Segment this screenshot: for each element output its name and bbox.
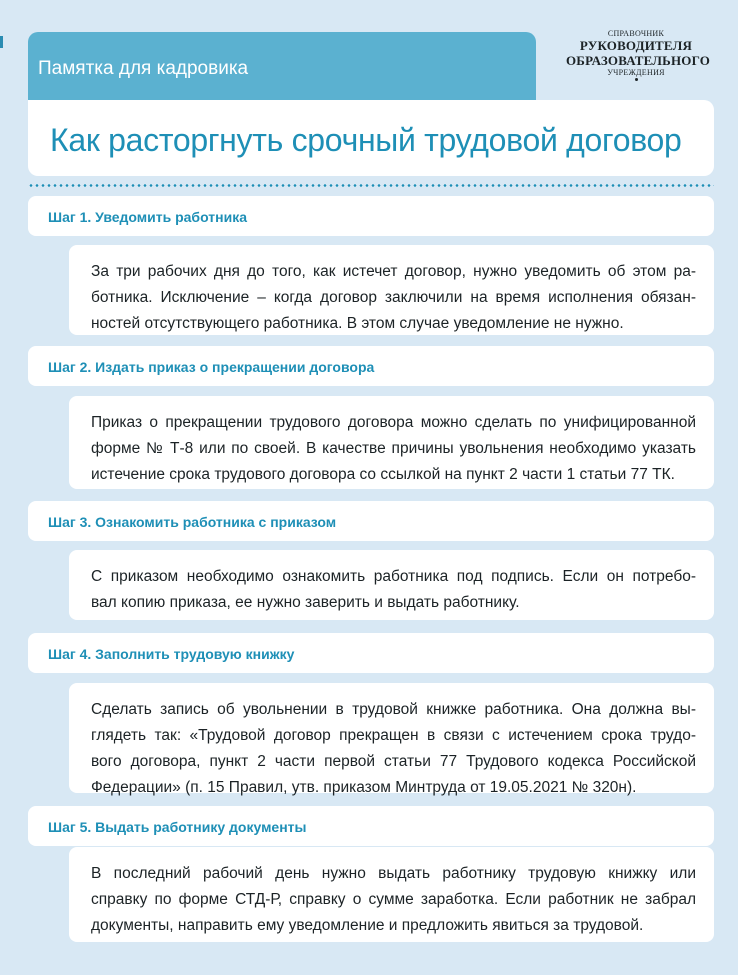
step-1-line-2: ботника. Исключение – когда договор заключили на время исполнения обязан- bbox=[91, 289, 696, 306]
step-4-line-2: глядеть так: «Трудовой договор прекращен в связи с истечением срока трудо- bbox=[91, 727, 696, 744]
step-4-line-4: Федерации» (п. 15 Правил, утв. приказом Минтруда от 19.05.2021 № 320н). bbox=[91, 779, 637, 796]
step-4-body bbox=[69, 683, 714, 796]
step-3-body bbox=[69, 550, 714, 620]
step-4-line-1: Сделать запись об увольнении в трудовой книжке работника. Она должна вы- bbox=[91, 701, 696, 718]
step-5-body bbox=[69, 847, 714, 942]
step-2-heading bbox=[28, 346, 714, 386]
step-5-line-1: В последний рабочий день нужно выдать работнику трудовую книжку или bbox=[91, 865, 696, 882]
page-title: Как расторгнуть срочный трудовой договор bbox=[50, 122, 682, 158]
step-2-line-1: Приказ о прекращении трудового договора можно сделать по унифицированной bbox=[91, 414, 696, 431]
step-1-heading-text: Шаг 1. Уведомить работника bbox=[48, 209, 247, 225]
step-5-heading-text: Шаг 5. Выдать работнику документы bbox=[48, 819, 307, 835]
logo-dot bbox=[635, 78, 638, 81]
step-2-line-3: истечение срока трудового договора со ссылкой на пункт 2 части 1 статьи 77 ТК. bbox=[91, 466, 675, 483]
step-1-line-1: За три рабочих дня до того, как истечет договор, нужно уведомить об этом ра- bbox=[91, 263, 696, 280]
logo-line-2: ОБРАЗОВАТЕЛЬНОГО bbox=[566, 53, 711, 68]
logo-top-text: СПРАВОЧНИК bbox=[607, 29, 665, 38]
step-4-heading-text: Шаг 4. Заполнить трудовую книжку bbox=[48, 646, 295, 662]
step-4-line-3: вого договора, пункт 2 части первой статьи 77 Трудового кодекса Российской bbox=[91, 753, 696, 770]
step-3-line-1: С приказом необходимо ознакомить работника под подпись. Если он потребо- bbox=[91, 568, 696, 585]
step-4-heading bbox=[28, 633, 714, 673]
step-3-line-2: вал копию приказа, ее нужно заверить и выдать работнику. bbox=[91, 594, 520, 611]
step-3-heading bbox=[28, 501, 714, 541]
logo-line-1: РУКОВОДИТЕЛЯ bbox=[579, 38, 693, 53]
step-2-body bbox=[69, 396, 714, 489]
step-2-heading-text: Шаг 2. Издать приказ о прекращении договора bbox=[48, 359, 375, 375]
step-2-line-2: форме № Т-8 или по своей. В качестве причины увольнения необходимо указать bbox=[91, 440, 696, 457]
step-5-heading bbox=[28, 806, 714, 846]
step-1-body bbox=[69, 245, 714, 335]
step-3-heading-text: Шаг 3. Ознакомить работника с приказом bbox=[48, 514, 337, 530]
step-5-line-2: справку по форме СТД-Р, справку о сумме заработка. Если работник не забрал bbox=[91, 891, 696, 908]
edge-marker bbox=[0, 36, 3, 48]
banner-label: Памятка для кадровика bbox=[38, 58, 249, 79]
step-1-heading bbox=[28, 196, 714, 236]
publication-logo bbox=[566, 29, 711, 81]
category-banner bbox=[28, 32, 536, 100]
step-1-line-3: ностей отсутствующего работника. В этом случае уведомление не нужно. bbox=[91, 315, 624, 332]
logo-bottom-text: УЧРЕЖДЕНИЯ bbox=[607, 68, 665, 77]
step-5-line-3: документы, направить ему уведомление и предложить явиться за трудовой. bbox=[91, 917, 644, 934]
title-panel bbox=[28, 100, 714, 176]
dotted-divider bbox=[28, 184, 714, 187]
